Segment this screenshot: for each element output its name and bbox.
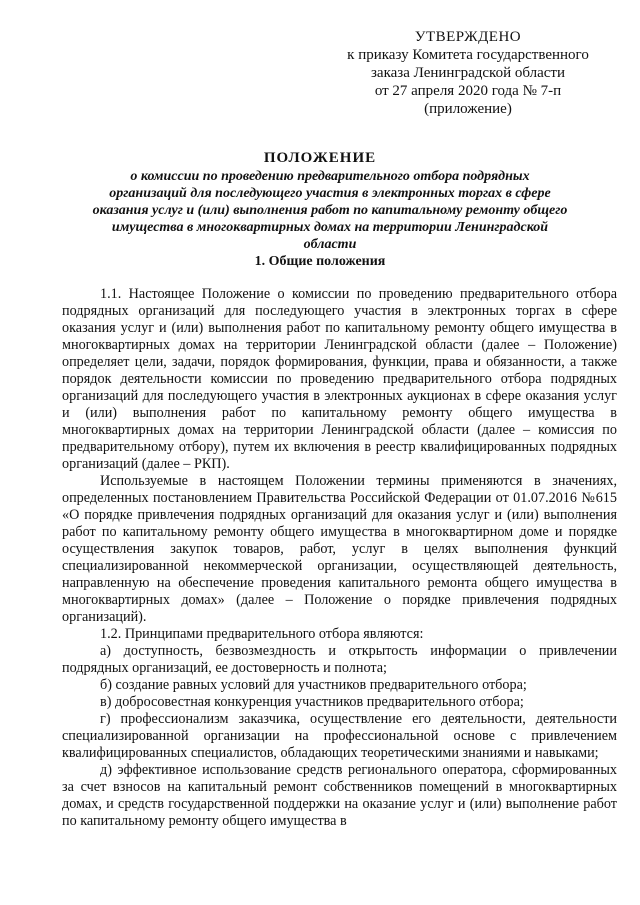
list-item-g: г) профессионализм заказчика, осуществление его деятельности, деятельности специализированной организации на профессиональной основе с привлечением квалифицированных специалистов, обладающих теоретическими знаниями и навыками;	[62, 711, 617, 761]
list-item-d: д) эффективное использование средств регионального оператора, сформированных за счет взносов на капитальный ремонт собственников помещений в многоквартирных домах, и средств государственной поддержки на оказание услуг и (или) выполнение работ по капитальному ремонту общего имущества в	[62, 762, 617, 829]
list-item-b: б) создание равных условий для участников предварительного отбора;	[100, 677, 527, 693]
paragraph-1-1: 1.1. Настоящее Положение о комиссии по проведению предварительного отбора подрядных организаций для последующего участия в электронных торгах в сфере оказания услуг и (или) выполнения работ по капитальному ремонту общего имущества в многоквартирных домах на территории Ленинградской области (далее – Положение) определяет цели, задачи, порядок формирования, функции, права и обязанности, а также порядок деятельности комиссии по проведению предварительного отбора подрядных организаций для последующего участия в электронных аукционах в сфере оказания услуг и (или) выполнения работ по капитальному ремонту общего имущества в многоквартирных домах на территории Ленинградской области (далее – комиссия по предварительному отбору), путем их включения в реестр квалифицированных подрядных организаций (далее – РКП).	[62, 286, 617, 472]
approval-line-1: к приказу Комитета государственного	[347, 47, 589, 63]
approval-line-4: (приложение)	[424, 101, 512, 117]
document-subtitle: о комиссии по проведению предварительного отбора подрядных организаций для последующего участия в электронных торгах в сфере оказания услуг и (или) выполнения работ по капитальному ремонту общего имущества в многоквартирных домах на территории Ленинградской области	[92, 169, 568, 252]
approval-heading: УТВЕРЖДЕНО	[414, 29, 522, 45]
paragraph-terms: Используемые в настоящем Положении термины применяются в значениях, определенных постановлением Правительства Российской Федерации от 01.07.2016 №615 «О порядке привлечения подрядных организаций для оказания услуг и (или) выполнения работ по капитальному ремонту общего имущества в многоквартирном доме и порядке осуществления закупок товаров, работ, услуг в целях выполнения функций специализированной некоммерческой организации, осуществляющей деятельность, направленную на обеспечение проведения капитального ремонта общего имущества в многоквартирных домах» (далее – Положение о порядке привлечения подрядных организаций).	[62, 473, 617, 625]
approval-line-3: от 27 апреля 2020 года № 7-п	[374, 83, 562, 99]
approval-stamp	[318, 28, 618, 118]
list-item-a: а) доступность, безвозмездность и открытость информации о привлечении подрядных организаций, ее достоверность и полнота;	[62, 643, 617, 676]
list-item-v: в) добросовестная конкуренция участников предварительного отбора;	[100, 694, 524, 710]
document-body	[62, 286, 617, 830]
document-title: ПОЛОЖЕНИЕ	[263, 150, 377, 166]
paragraph-1-2: 1.2. Принципами предварительного отбора являются:	[100, 626, 424, 642]
approval-line-2: заказа Ленинградской области	[371, 65, 565, 81]
section-heading: 1. Общие положения	[254, 254, 386, 269]
